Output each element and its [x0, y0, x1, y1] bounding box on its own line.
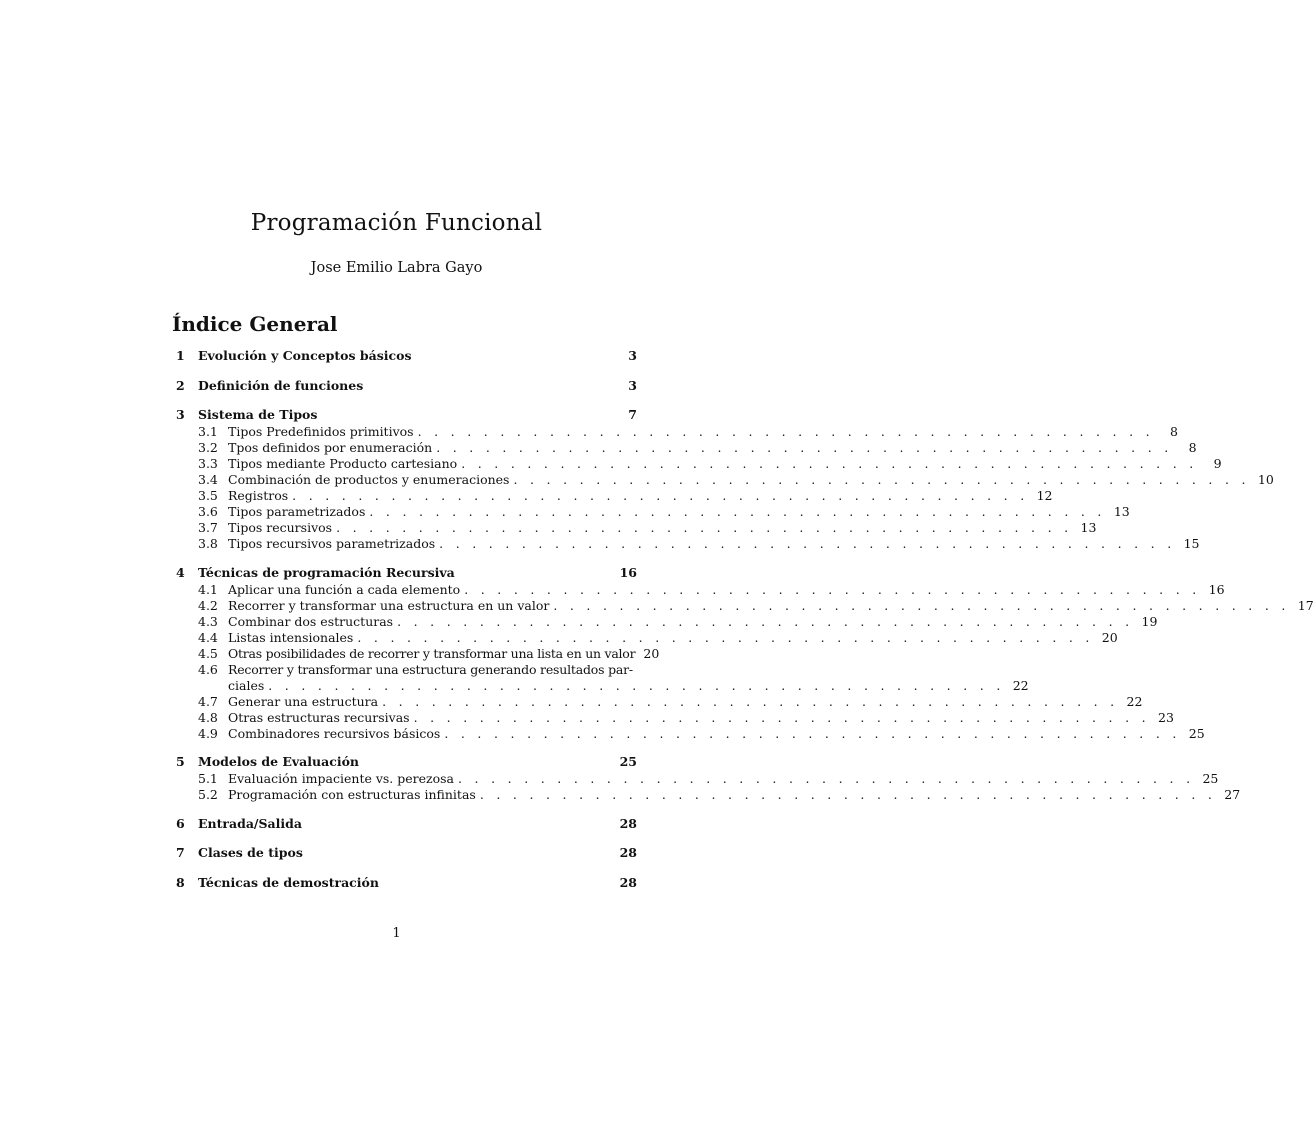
dot-leader: . . . . . . . . . . . . . . . . . . . . . . . . . . . . . . . . . . . . . . . . . . . . .: [336, 520, 1073, 535]
toc-subsection-4-8[interactable]: [176, 709, 1174, 726]
dot-leader: . . . . . . . . . . . . . . . . . . . . . . . . . . . . . . . . . . . . . . . . . . . . .: [461, 456, 1198, 471]
dot-leader: . . . . . . . . . . . . . . . . . . . . . . . . . . . . . . . . . . . . . . . . . . . . .: [439, 536, 1176, 551]
subsection-page: 16: [1208, 581, 1225, 597]
dot-leader: . . . . . . . . . . . . . . . . . . . . . . . . . . . . . . . . . . . . . . . . . . . . .: [458, 771, 1195, 786]
subsection-page: 12: [1036, 488, 1053, 503]
section-page: 28: [619, 874, 637, 890]
dot-leader: . . . . . . . . . . . . . . . . . . . . . . . . . . . . . . . . . . . . . . . . . . . . .: [553, 597, 1290, 613]
toc-subsection-4-5[interactable]: [176, 645, 660, 662]
toc-heading: Índice General: [172, 312, 338, 336]
toc-subsection-3-7[interactable]: [176, 520, 1097, 536]
subsection-number: 3.7: [198, 520, 218, 535]
dot-leader: . . . . . . . . . . . . . . . . . . . . . . . . . . . . . . . . . . . . . . . . . . . . .: [436, 440, 1173, 455]
section-title: Técnicas de demostración: [198, 874, 379, 890]
subsection-number: 3.1: [198, 424, 218, 439]
subsection-title: Tipos recursivos: [228, 520, 333, 535]
toc-subsection-5-1[interactable]: [176, 771, 1219, 787]
section-title: Evolución y Conceptos básicos: [198, 348, 412, 363]
subsection-number: 3.4: [198, 472, 218, 487]
dot-leader: . . . . . . . . . . . . . . . . . . . . . . . . . . . . . . . . . . . . . . . . . . . . .: [357, 629, 1094, 645]
dot-leader: . . . . . . . . . . . . . . . . . . . . . . . . . . . . . . . . . . . . . . . . . . . . .: [464, 581, 1201, 597]
section-title: Clases de tipos: [198, 845, 303, 860]
dot-leader: . . . . . . . . . . . . . . . . . . . . . . . . . . . . . . . . . . . . . . . . . . . . .: [382, 693, 1119, 709]
toc-subsection-3-4[interactable]: [176, 472, 1274, 488]
toc-subsection-4-3[interactable]: [176, 613, 1158, 630]
subsection-title: Programación con estructuras infinitas: [228, 787, 476, 802]
subsection-page: 13: [1113, 504, 1130, 519]
subsection-page: 19: [1141, 613, 1158, 629]
section-number: 3: [176, 407, 185, 422]
subsection-title: Combinadores recursivos básicos: [228, 725, 441, 741]
dot-leader: . . . . . . . . . . . . . . . . . . . . . . . . . . . . . . . . . . . . . . . . . . . . .: [513, 472, 1250, 487]
subsection-page: 20: [643, 645, 660, 661]
toc-subsection-3-1[interactable]: [176, 424, 1178, 440]
dot-leader: . . . . . . . . . . . . . . . . . . . . . . . . . . . . . . . . . . . . . . . . . . . . .: [268, 677, 1005, 693]
section-page: 3: [628, 348, 637, 363]
subsection-number: 4.6: [198, 661, 218, 677]
subsection-number: 4.4: [198, 629, 218, 645]
dot-leader: . . . . . . . . . . . . . . . . . . . . . . . . . . . . . . . . . . . . . . . . . . . . .: [413, 709, 1150, 725]
toc-subsection-3-8[interactable]: [176, 536, 1200, 552]
subsection-title: Evaluación impaciente vs. perezosa: [228, 771, 455, 786]
section-number: 6: [176, 815, 185, 831]
dot-leader: . . . . . . . . . . . . . . . . . . . . . . . . . . . . . . . . . . . . . . . . . . . . .: [369, 504, 1106, 519]
document-author: Jose Emilio Labra Gayo: [310, 260, 483, 276]
subsection-number: 5.1: [198, 771, 218, 786]
section-number: 4: [176, 564, 185, 580]
toc-subsection-4-1[interactable]: [176, 581, 1225, 598]
page-number: 1: [392, 926, 401, 941]
subsection-page: 20: [1101, 629, 1118, 645]
subsection-number: 3.5: [198, 488, 218, 503]
toc-section-2[interactable]: [176, 376, 637, 395]
subsection-title: Aplicar una función a cada elemento: [228, 581, 461, 597]
toc-section-7[interactable]: [176, 843, 637, 862]
dot-leader: . . . . . . . . . . . . . . . . . . . . . . . . . . . . . . . . . . . . . . . . . . . . .: [292, 488, 1029, 503]
section-page: 16: [619, 564, 637, 580]
subsection-page: 25: [1188, 725, 1205, 741]
toc-section-5[interactable]: [176, 752, 637, 771]
subsection-page: 22: [1012, 677, 1029, 693]
subsection-title: Generar una estructura: [228, 693, 379, 709]
subsection-title: Tpos definidos por enumeración: [228, 440, 433, 455]
subsection-page: 25: [1202, 771, 1219, 786]
subsection-number: 4.3: [198, 613, 218, 629]
subsection-title: Combinar dos estructuras: [228, 613, 394, 629]
section-number: 7: [176, 845, 185, 860]
table-of-contents: [176, 346, 1314, 892]
section-title: Sistema de Tipos: [198, 407, 318, 422]
subsection-number: 4.7: [198, 693, 218, 709]
toc-subsection-4-9[interactable]: [176, 725, 1205, 742]
subsection-number: 4.5: [198, 645, 218, 661]
subsection-title: Registros: [228, 488, 289, 503]
subsection-number: 3.8: [198, 536, 218, 551]
toc-section-8[interactable]: [176, 873, 637, 892]
toc-subsection-3-6[interactable]: [176, 504, 1130, 520]
subsection-number: 4.2: [198, 597, 218, 613]
subsection-title: Otras estructuras recursivas: [228, 709, 410, 725]
subsection-page: 27: [1224, 787, 1241, 802]
toc-section-4[interactable]: [176, 563, 637, 582]
subsection-title: Listas intensionales: [228, 629, 354, 645]
toc-subsection-4-6[interactable]: [176, 662, 637, 678]
toc-subsection-4-7[interactable]: [176, 693, 1143, 710]
subsection-title: Tipos parametrizados: [228, 504, 366, 519]
section-page: 7: [628, 407, 637, 422]
section-title: Definición de funciones: [198, 377, 364, 393]
subsection-number: 4.9: [198, 725, 218, 741]
subsection-page: 8: [1169, 424, 1178, 439]
section-page: 28: [619, 815, 637, 831]
toc-subsection-3-3[interactable]: [176, 456, 1222, 472]
subsection-page: 17: [1297, 597, 1314, 613]
dot-leader: . . . . . . . . . . . . . . . . . . . . . . . . . . . . . . . . . . . . . . . . . . . . .: [479, 787, 1217, 802]
subsection-page: 13: [1080, 520, 1097, 535]
subsection-title: Recorrer y transformar una estructura generando resultados par-: [228, 661, 633, 677]
document-title: Programación Funcional: [250, 210, 543, 236]
toc-subsection-3-5[interactable]: [176, 488, 1053, 504]
subsection-page: 9: [1213, 456, 1222, 471]
section-page: 3: [628, 377, 637, 393]
subsection-number: 4.8: [198, 709, 218, 725]
subsection-page: 10: [1257, 472, 1274, 487]
subsection-number: 3.6: [198, 504, 218, 519]
subsection-page: 23: [1158, 709, 1174, 725]
toc-subsection-3-2[interactable]: [176, 440, 1197, 456]
dot-leader: . . . . . . . . . . . . . . . . . . . . . . . . . . . . . . . . . . . . . . . . . . . . .: [417, 424, 1154, 439]
toc-subsection-5-2[interactable]: [176, 787, 1241, 803]
toc-section-3[interactable]: [176, 405, 637, 424]
subsection-number: 5.2: [198, 787, 218, 802]
section-page: 25: [619, 754, 637, 769]
toc-subsection-4-4[interactable]: [176, 629, 1118, 646]
section-title: Técnicas de programación Recursiva: [198, 564, 455, 580]
subsection-title: Tipos mediante Producto cartesiano: [228, 456, 458, 471]
dot-leader: . . . . . . . . . . . . . . . . . . . . . . . . . . . . . . . . . . . . . . . . . . . . .: [397, 613, 1134, 629]
section-number: 8: [176, 874, 185, 890]
subsection-page: 15: [1183, 536, 1200, 551]
subsection-title-continued: ciales: [228, 677, 265, 693]
toc-section-1[interactable]: [176, 346, 637, 365]
section-title: Entrada/Salida: [198, 815, 302, 831]
section-title: Modelos de Evaluación: [198, 754, 359, 769]
toc-subsection-4-6-continued[interactable]: [176, 677, 1029, 694]
subsection-title: Otras posibilidades de recorrer y transformar una lista en un valor: [228, 645, 636, 661]
subsection-number: 3.3: [198, 456, 218, 471]
subsection-title: Recorrer y transformar una estructura en un valor: [228, 597, 550, 613]
subsection-title: Tipos Predefinidos primitivos: [228, 424, 414, 439]
subsection-page: 8: [1188, 440, 1197, 455]
section-page: 28: [619, 845, 637, 860]
subsection-number: 3.2: [198, 440, 218, 455]
section-number: 5: [176, 754, 185, 769]
section-number: 1: [176, 348, 185, 363]
toc-section-6[interactable]: [176, 814, 637, 833]
dot-leader: . . . . . . . . . . . . . . . . . . . . . . . . . . . . . . . . . . . . . . . . . . . . .: [444, 725, 1181, 741]
subsection-title: Tipos recursivos parametrizados: [228, 536, 436, 551]
subsection-page: 22: [1126, 693, 1143, 709]
subsection-title: Combinación de productos y enumeraciones: [228, 472, 510, 487]
section-number: 2: [176, 377, 185, 393]
subsection-number: 4.1: [198, 581, 218, 597]
toc-subsection-4-2[interactable]: [176, 597, 1314, 614]
